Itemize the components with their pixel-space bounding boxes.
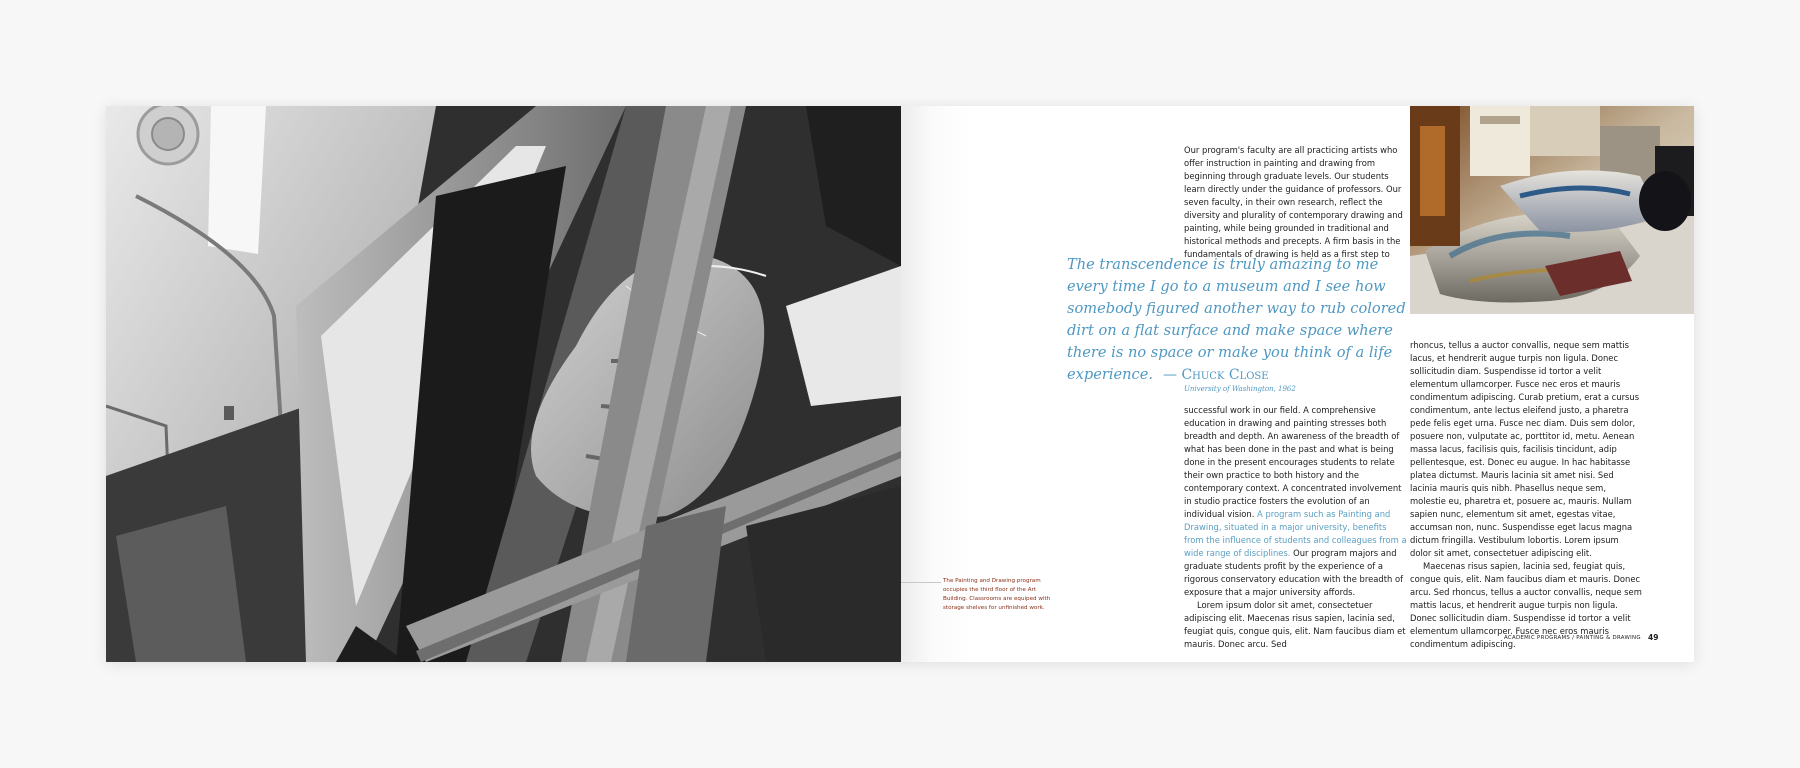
quote-attribution: — Chuck Close: [1163, 367, 1269, 383]
quote-source: University of Washington, 1962: [1184, 385, 1296, 393]
pull-quote: The transcendence is truly amazing to me every time I go to a museum and I see how somebody figured another way to rub colored dirt on a flat surface and make space where there is no space or make you think of a life experience.: [1067, 256, 1406, 383]
photo-caption: The Painting and Drawing program occupies the third floor of the Art Building. Classrooms are equiped with storage shelves for unfinished work.: [943, 578, 1051, 611]
running-footer: ACADEMIC PROGRAMS / PAINTING & DRAWING: [1504, 635, 1641, 641]
right-page: [901, 106, 1694, 662]
paint-tubes-photo: [1410, 106, 1694, 314]
caption-rule: [901, 582, 941, 583]
article-paragraph: successful work in our field. A comprehensive education in drawing and painting stresses both breadth and depth. An awareness of the breadth of what has been done in the past and what is being done in the present encourages students to relate their own practice to both history and the contemporary context. A concentrated involvement in studio practice fosters the evolution of an individual vision.: [1184, 405, 1402, 519]
highlighted-sentence: A program such as Painting and Drawing, situated in a major university, benefits from the influence of students and colleagues from a wide range of disciplines.: [1184, 509, 1407, 558]
article-paragraph: Lorem ipsum dolor sit amet, consectetuer adipiscing elit. Maecenas risus sapien, lacinia sed, feugiat quis, congue quis, elit. Nam faucibus diam et mauris. Donec arcu. Sed: [1184, 600, 1406, 649]
article-paragraph: Maecenas risus sapien, lacinia sed, feugiat quis, congue quis, elit. Nam faucibus diam et mauris. Donec arcu. Sed rhoncus, tellus a auctor convallis, neque sem mattis lacus, et hendrerit augue turpis non ligula. Donec sollicitudin diam. Suspendisse id tortor a velit elementum ullamcorper. Fusce nec eros mauris condimentum adipiscing.: [1410, 561, 1642, 649]
studio-shelves-photo: [106, 106, 901, 662]
article-paragraph: rhoncus, tellus a auctor convallis, neque sem mattis lacus, et hendrerit augue turpis non ligula. Donec sollicitudin diam. Suspendisse id tortor a velit elementum ullamcorper. Fusce nec eros et mauris condimentum adipiscing. Curab pretium, erat a cursus condimentum, ante lectus eleifend justo, a pharetra pede felis eget urna. Fusce nec diam. Duis sem dolor, posuere non, vulputate ac, porttitor id, metu. Aenean massa lacus, facilisis quis, facilisis tincidunt, adip pellentesque, est. Donec eu augue. In hac habitasse platea dictumst. Mauris lacinia sit amet nisi. Sed lacinia mauris quis nibh. Phasellus neque sem, molestie eu, pharetra et, posuere ac, mauris. Nullam sapien nunc, elementum sit amet, egestas vitae, accumsan non, nunc. Suspendisse eget lacus magna dictum fringilla. Vestibulum lobortis. Lorem ipsum dolor sit amet, consectetuer adipiscing elit.: [1410, 340, 1640, 558]
page-number: 49: [1648, 633, 1659, 642]
article-column-a-part2: [1184, 404, 1408, 651]
magazine-spread: [106, 106, 1694, 662]
article-column-b: [1410, 339, 1642, 651]
article-paragraph: Our program majors and graduate students profit by the experience of a rigorous conservatory education with the breadth of exposure that a major university affords.: [1184, 548, 1404, 597]
article-column-a-part1: Our program's faculty are all practicing artists who offer instruction in painting and drawing from beginning through graduate levels. Our students learn directly under the guidance of professors. Our seven faculty, in their own research, reflect the diversity and plurality of contemporary drawing and painting, while being grounded in traditional and historical methods and precepts. A firm basis in the fundamentals of drawing is held as a first step to: [1184, 145, 1403, 259]
